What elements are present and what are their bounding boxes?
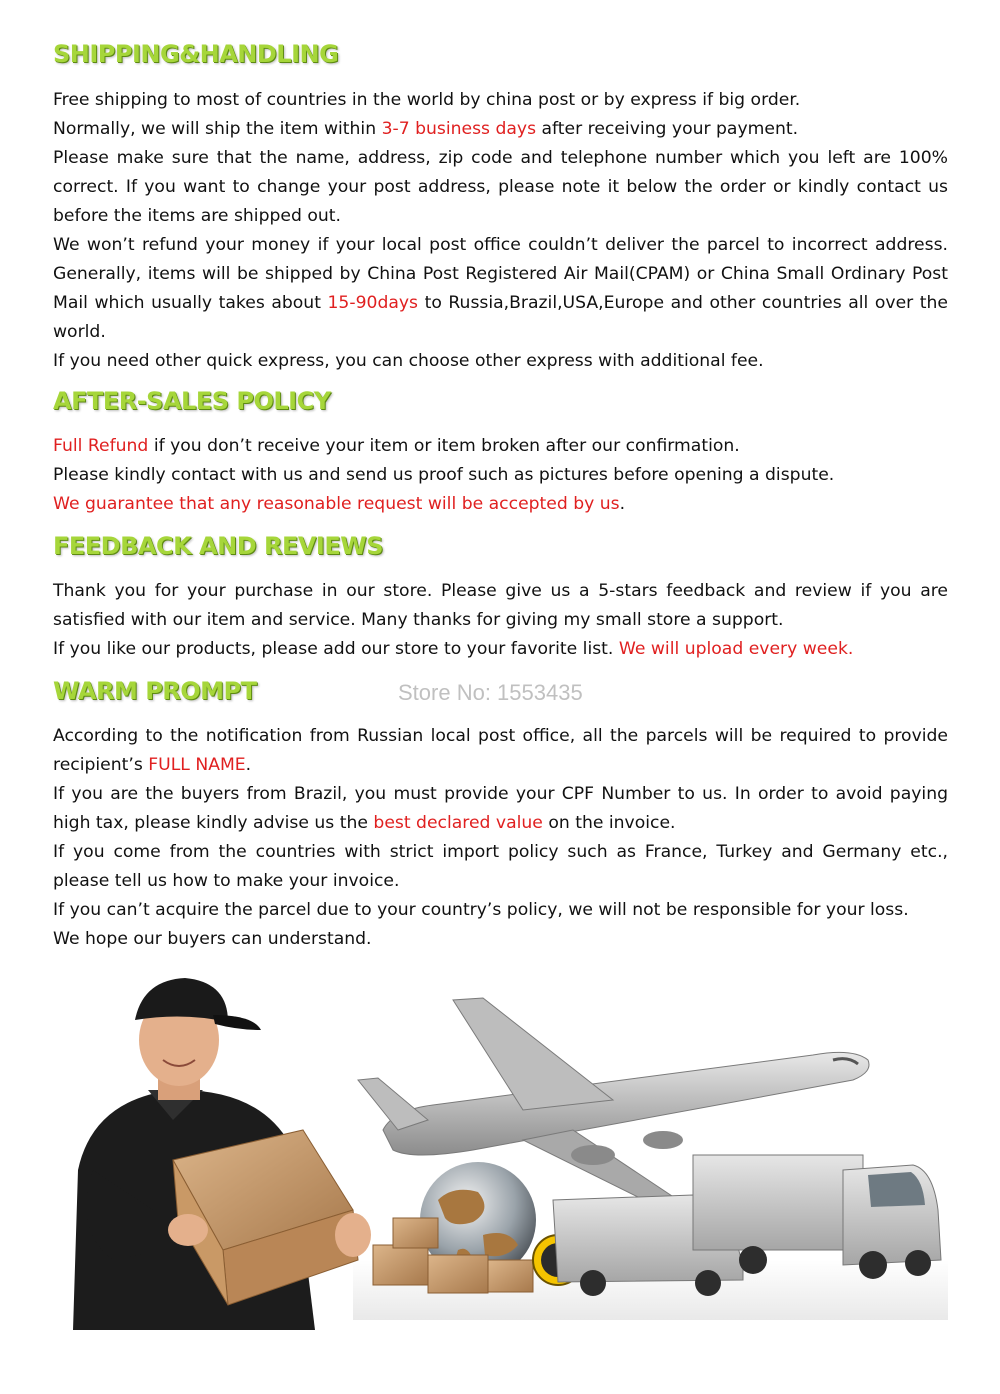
business-days-highlight: 3-7 business days xyxy=(381,119,537,139)
refund-text-end: to Russia,Brazil,USA,Europe and other countries all over the world. xyxy=(53,293,948,342)
russia-text-end: . xyxy=(245,755,252,775)
after-sales-line-refund xyxy=(53,432,948,461)
shipping-line-express: If you need other quick express, you can choose other express with additional fee. xyxy=(53,351,764,371)
after-sales-heading: AFTER-SALES POLICY xyxy=(53,387,331,415)
after-sales-line-guarantee xyxy=(53,490,948,519)
full-refund-text: if you don’t receive your item or item broken after our confirmation. xyxy=(148,436,740,456)
feedback-line-thanks: Thank you for your purchase in our store. Please give us a 5-stars feedback and review if you are satisfied with our item and service. Many thanks for giving my small store a support. xyxy=(53,581,948,630)
warm-prompt-heading: WARM PROMPT xyxy=(53,677,257,705)
shipping-handling-body xyxy=(53,86,948,376)
shipping-line-address: Please make sure that the name, address, zip code and telephone number which you left are 100% correct. If you want to change your post address, please note it below the order or kindly contact us before the items are shipped out. xyxy=(53,148,948,226)
full-refund-highlight: Full Refund xyxy=(53,436,149,456)
refund-text: We won’t refund your money if your local post office couldn’t deliver the parcel to incorrect address. Generally, items will be shipped by China Post Registered Air Mail(CPAM) or China Small Ordinary Post Mail which usually takes about xyxy=(53,235,948,313)
shipping-line-free: Free shipping to most of countries in the world by china post or by express if big order. xyxy=(53,90,801,110)
store-number-watermark: Store No: 1553435 xyxy=(398,680,583,705)
after-sales-body xyxy=(53,432,948,519)
warm-line-responsibility: If you can’t acquire the parcel due to your country’s policy, we will not be responsible for your loss. xyxy=(53,900,909,920)
brazil-text: If you are the buyers from Brazil, you must provide your CPF Number to us. In order to avoid paying high tax, please kindly advise us the xyxy=(53,784,948,833)
warm-line-brazil xyxy=(53,780,948,838)
brazil-text-end: on the invoice. xyxy=(542,813,676,833)
warm-line-understand: We hope our buyers can understand. xyxy=(53,929,372,949)
shipping-line-ship-time xyxy=(53,115,948,144)
feedback-heading: FEEDBACK AND REVIEWS xyxy=(53,532,384,560)
shipping-handling-heading: SHIPPING&HANDLING xyxy=(53,40,339,68)
delivery-days-highlight: 15-90days xyxy=(327,293,419,313)
shipping-time-text: Normally, we will ship the item within xyxy=(53,119,382,139)
warm-prompt-body xyxy=(53,722,948,954)
favorite-text: If you like our products, please add our store to your favorite list. xyxy=(53,639,619,659)
upload-weekly-highlight: We will upload every week. xyxy=(618,639,854,659)
shipping-line-refund xyxy=(53,231,948,347)
russia-text: According to the notification from Russian local post office, all the parcels will be required to provide recipient’s xyxy=(53,726,948,775)
feedback-body xyxy=(53,577,948,664)
guarantee-period: . xyxy=(619,494,626,514)
full-name-highlight: FULL NAME xyxy=(148,755,246,775)
warm-line-import-policy: If you come from the countries with strict import policy such as France, Turkey and Germany etc., please tell us how to make your invoice. xyxy=(53,842,948,891)
warm-line-russia xyxy=(53,722,948,780)
guarantee-highlight: We guarantee that any reasonable request will be accepted by us xyxy=(53,494,620,514)
after-sales-line-contact: Please kindly contact with us and send us proof such as pictures before opening a dispute. xyxy=(53,465,835,485)
declared-value-highlight: best declared value xyxy=(373,813,543,833)
feedback-line-favorite xyxy=(53,635,948,664)
shipping-time-text-end: after receiving your payment. xyxy=(536,119,799,139)
shipping-illustration xyxy=(53,960,948,1330)
courier-person-icon xyxy=(73,978,371,1330)
